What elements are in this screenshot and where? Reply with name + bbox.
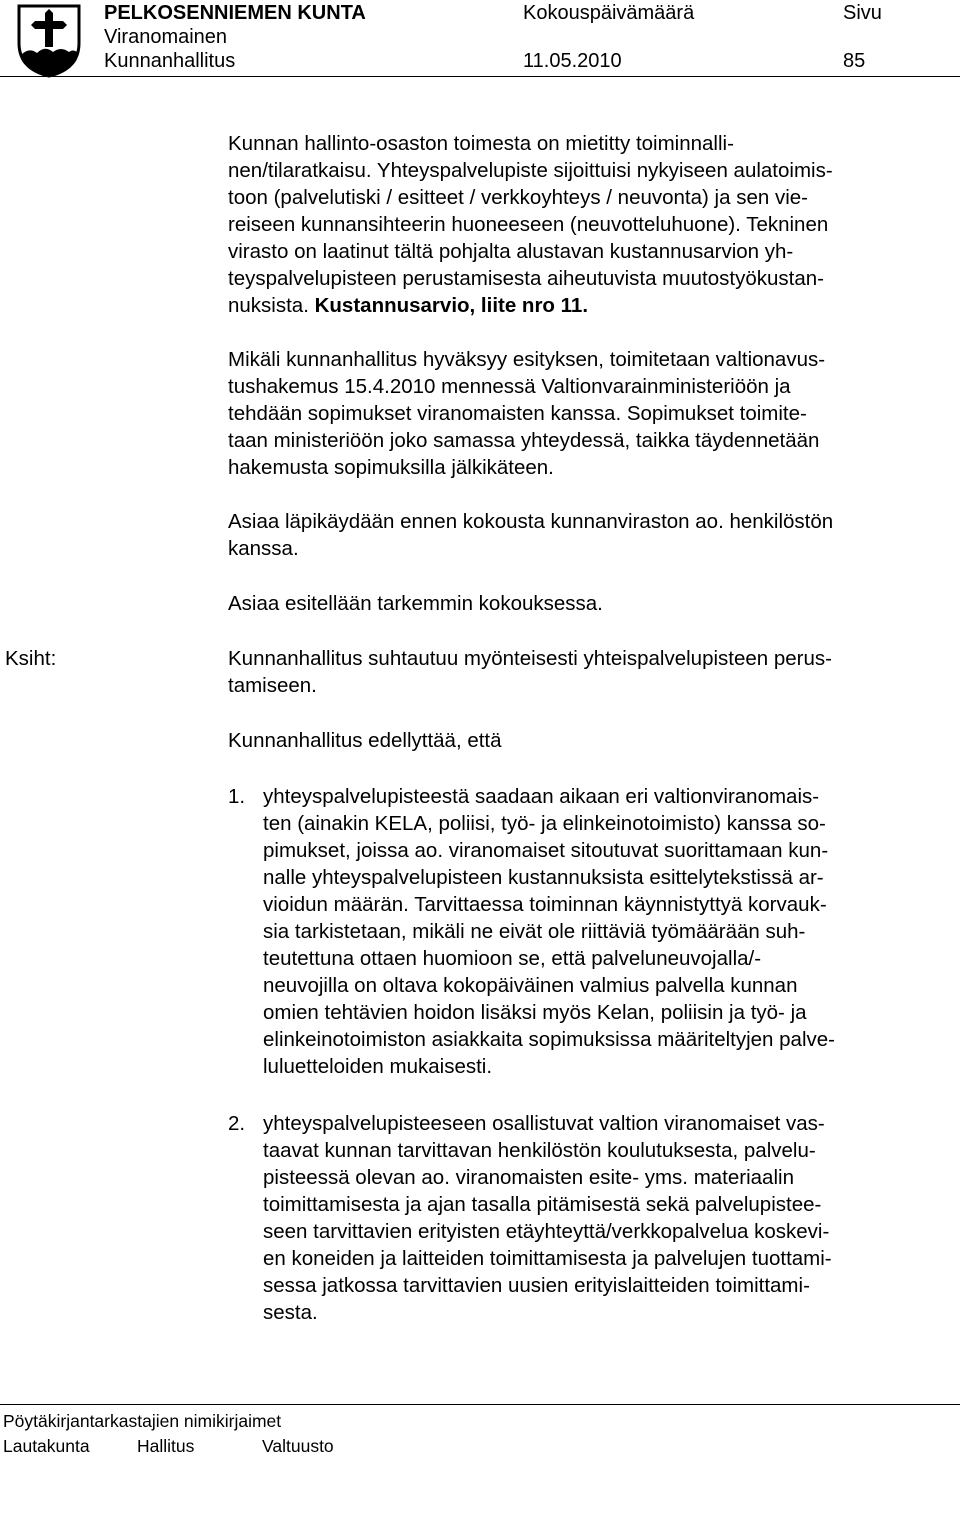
attachment-reference: Kustannusarvio, liite nro 11 — [314, 294, 583, 317]
text-line: sesta. — [263, 1301, 318, 1324]
text-line: taavat kunnan tarvittavan henkilöstön koulutuksesta, palvelu- — [263, 1139, 816, 1162]
list-number: 1. — [228, 785, 246, 808]
text-line: toon (palvelutiski / esitteet / verkkoyhteys / neuvonta) ja sen vie- — [228, 186, 808, 209]
text-line: en koneiden ja laitteiden toimittamisesta ja palvelujen tuottami- — [263, 1247, 832, 1270]
text-line: reiseen kunnansihteerin huoneeseen (neuvotteluhuone). Tekninen — [228, 213, 829, 236]
text-line: taan ministeriöön joko samassa yhteydessä, taikka täydennetään — [228, 429, 820, 452]
proposal-label: Ksiht: — [5, 647, 57, 670]
text-line: neuvojilla on oltava kokopäiväinen valmius palvella kunnan — [263, 974, 798, 997]
signatures-label: Pöytäkirjantarkastajien nimikirjaimet — [3, 1411, 282, 1431]
text-line: toimittamisesta ja ajan tasalla pitämisestä sekä palvelupistee- — [263, 1193, 822, 1216]
text-line: nuksista. Kustannusarvio, liite nro 11. — [228, 294, 589, 317]
coat-of-arms-icon — [15, 3, 83, 79]
text-line: teutettuna ottaen huomioon se, että palveluneuvojalla/- — [263, 947, 762, 970]
footer-col-lautakunta: Lautakunta — [3, 1436, 90, 1456]
text-line: luluetteloiden mukaisesti. — [263, 1055, 493, 1078]
text-line: Kunnanhallitus suhtautuu myönteisesti yhteispalvelupisteen perus- — [228, 647, 832, 670]
page-label: Sivu — [843, 2, 882, 24]
text-line: elinkeinotoimiston asiakkaita sopimuksissa määriteltyjen palve- — [263, 1028, 835, 1051]
condition-line: Kunnanhallitus edellyttää, että — [228, 729, 502, 752]
text-line: Asiaa esitellään tarkemmin kokouksessa. — [228, 592, 603, 615]
text-line: nalle yhteyspalvelupisteen kustannuksista esittelytekstissä ar- — [263, 866, 824, 889]
text-line: pisteessä olevan ao. viranomaisten esite- yms. materiaalin — [263, 1166, 794, 1189]
body-name: Viranomainen — [104, 26, 228, 48]
text-line: nen/tilaratkaisu. Yhteyspalvelupiste sijoittuisi nykyiseen aulatoimis- — [228, 159, 833, 182]
text-line: hakemusta sopimuksilla jälkikäteen. — [228, 456, 554, 479]
footer-divider — [0, 1404, 960, 1405]
text-line: teyspalvelupisteen perustamisesta aiheutuvista muutostyökustan- — [228, 267, 824, 290]
text-line: Mikäli kunnanhallitus hyväksyy esityksen, toimitetaan valtionavus- — [228, 348, 826, 371]
text-line: vioidun määrän. Tarvittaessa toiminnan käynnistyttyä korvauk- — [263, 893, 827, 916]
footer-col-hallitus: Hallitus — [137, 1436, 195, 1456]
text-line: yhteyspalvelupisteestä saadaan aikaan eri valtionviranomais- — [263, 785, 820, 808]
text-line: sia tarkistetaan, mikäli ne eivät ole riittäviä työmäärään suh- — [263, 920, 806, 943]
page-number: 85 — [843, 50, 866, 72]
text-line: Kunnan hallinto-osaston toimesta on mietitty toiminnalli- — [228, 132, 734, 155]
date-label: Kokouspäivämäärä — [523, 2, 695, 24]
text-line: seen tarvittavien erityisten etäyhteyttä/verkkopalvelua koskevi- — [263, 1220, 830, 1243]
meeting-name: Kunnanhallitus — [104, 50, 236, 72]
text-line: tehdään sopimukset viranomaisten kanssa. Sopimukset toimite- — [228, 402, 807, 425]
text-line: tamiseen. — [228, 674, 317, 697]
footer-col-valtuusto: Valtuusto — [262, 1436, 334, 1456]
org-name: PELKOSENNIEMEN KUNTA — [104, 2, 366, 24]
text-line: pimukset, joissa ao. viranomaiset sitoutuvat suorittamaan kun- — [263, 839, 829, 862]
text-line: tushakemus 15.4.2010 mennessä Valtionvarainministeriöön ja — [228, 375, 791, 398]
text-line: Asiaa läpikäydään ennen kokousta kunnanviraston ao. henkilöstön — [228, 510, 834, 533]
text-line: sessa jatkossa tarvittavien uusien erityislaitteiden toimittami- — [263, 1274, 810, 1297]
text-fragment: nuksista. — [228, 294, 309, 317]
text-line: yhteyspalvelupisteeseen osallistuvat valtion viranomaiset vas- — [263, 1112, 825, 1135]
text-line: ten (ainakin KELA, poliisi, työ- ja elinkeinotoimisto) kanssa so- — [263, 812, 826, 835]
meeting-date: 11.05.2010 — [523, 50, 622, 72]
text-line: kanssa. — [228, 537, 299, 560]
text-line: virasto on laatinut tältä pohjalta alustavan kustannusarvion yh- — [228, 240, 794, 263]
text-line: omien tehtävien hoidon lisäksi myös Kelan, poliisin ja työ- ja — [263, 1001, 807, 1024]
list-number: 2. — [228, 1112, 246, 1135]
header-divider — [0, 76, 960, 77]
